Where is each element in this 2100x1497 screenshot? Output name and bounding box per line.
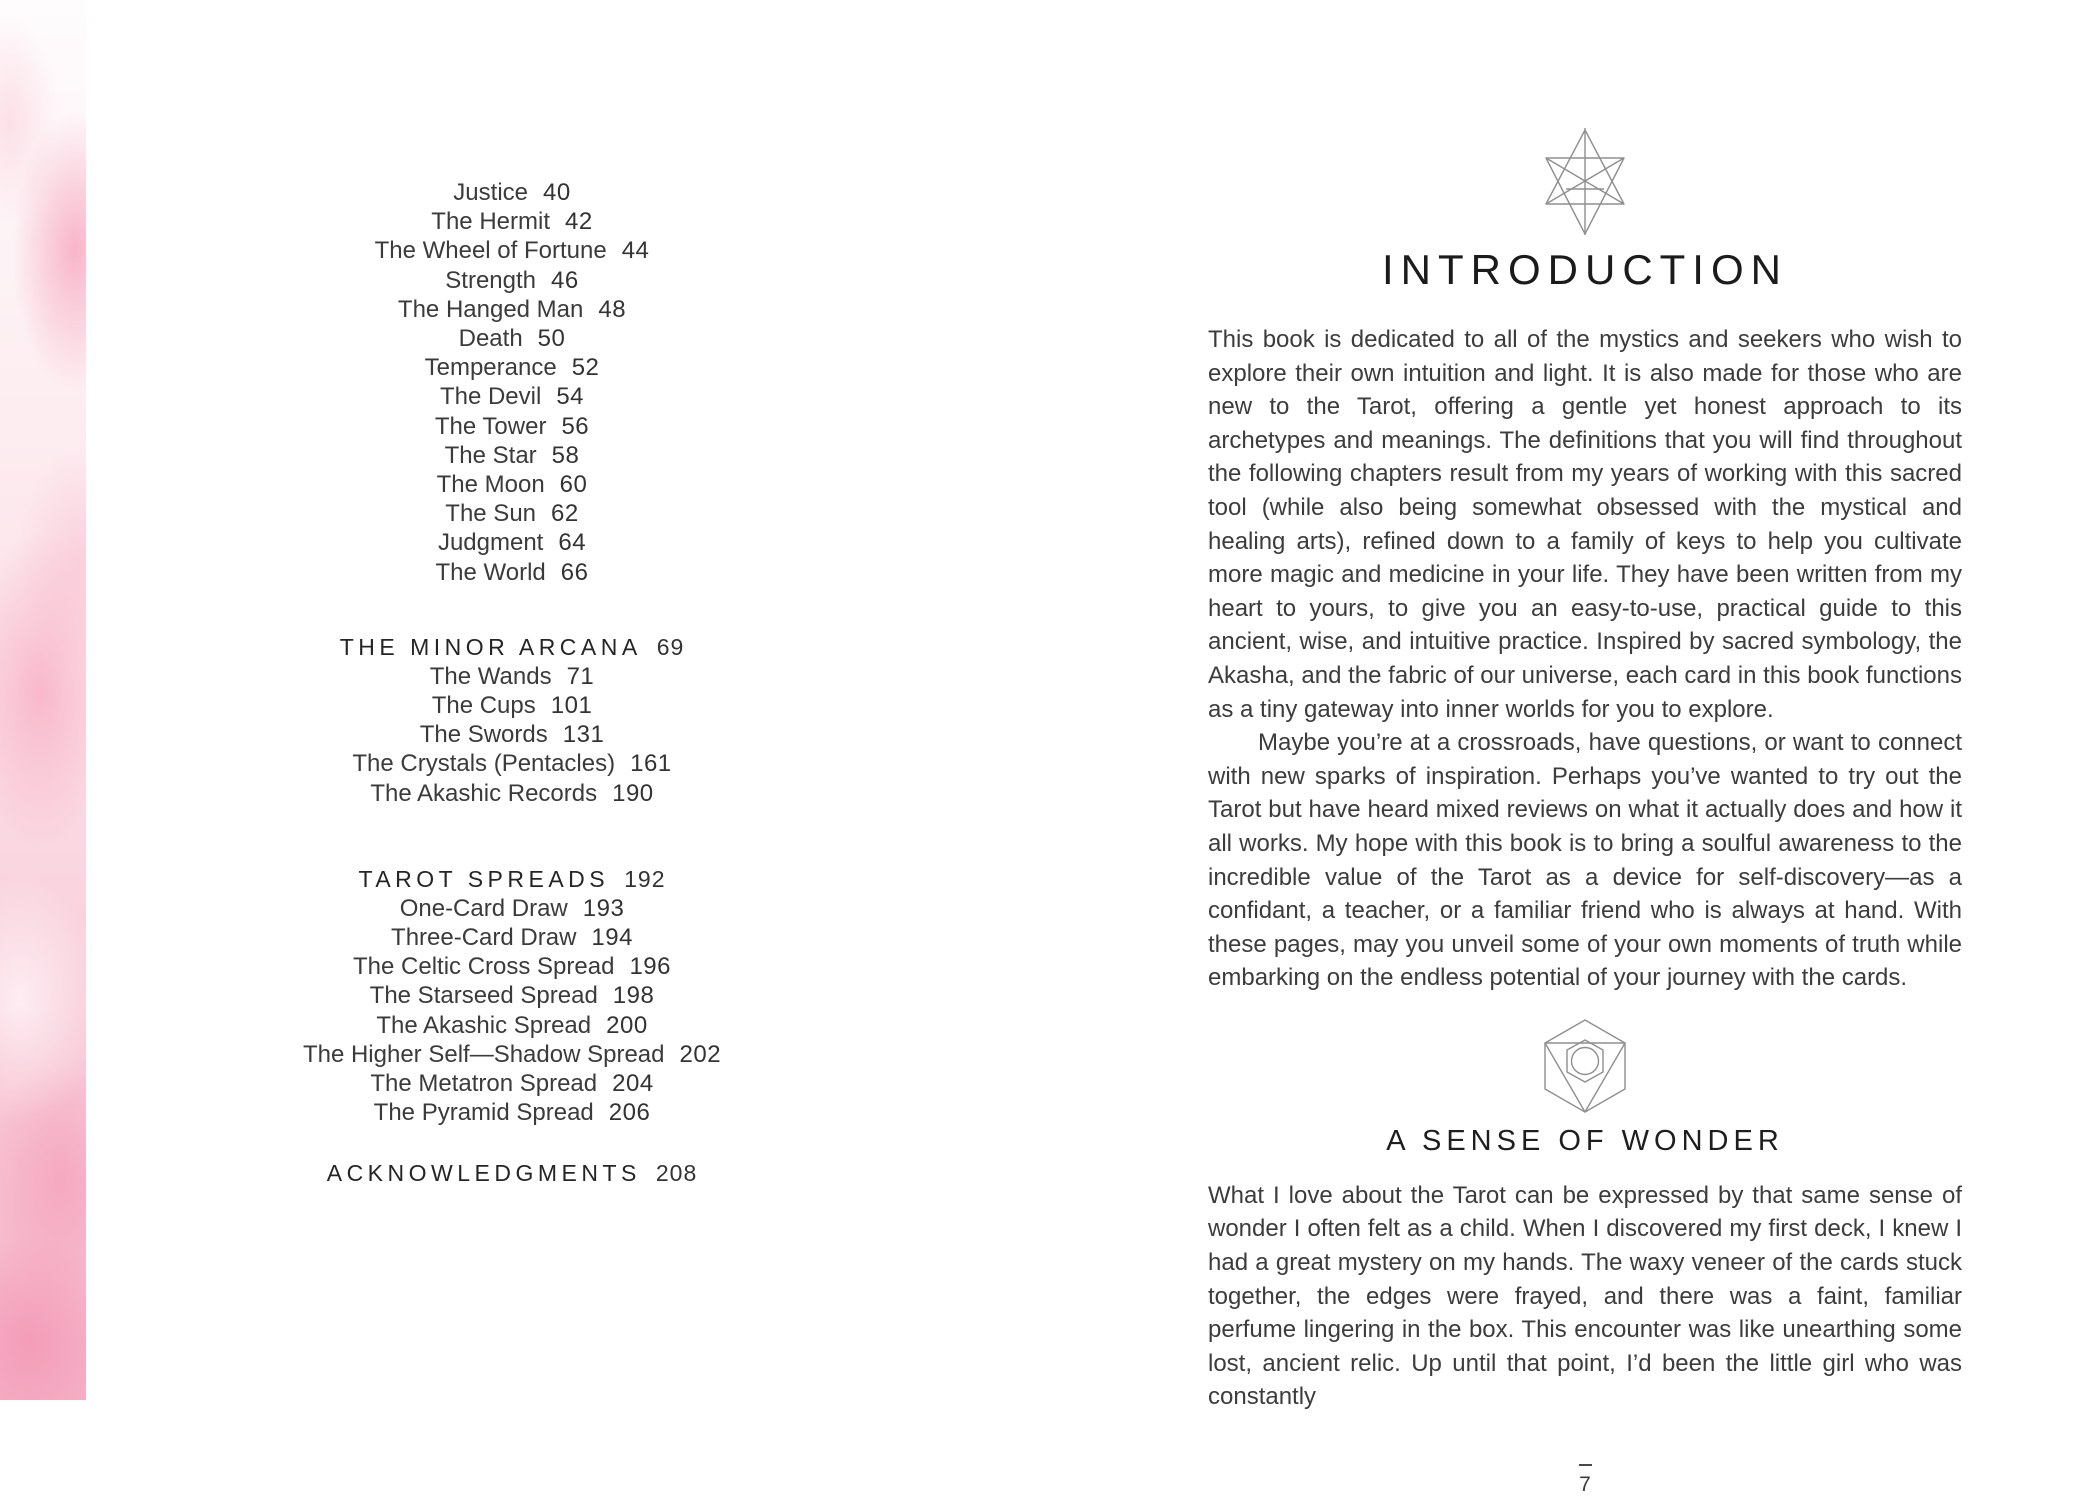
toc-entry <box>212 952 812 981</box>
toc-entry-page: 64 <box>558 529 587 557</box>
merkaba-star-icon <box>1208 127 1962 242</box>
toc-entry-page: 194 <box>591 924 633 952</box>
toc-entry-label: The Tower <box>434 412 547 440</box>
toc-entry <box>212 266 812 295</box>
toc-entry-label: The Swords <box>419 721 548 749</box>
toc-entry-page: 204 <box>612 1070 654 1098</box>
toc-heading-label: ACKNOWLEDGMENTS <box>326 1160 641 1187</box>
hexagon-geometry-icon <box>1208 1018 1962 1119</box>
toc-entry-page: 62 <box>551 500 579 528</box>
toc-entry-page: 101 <box>550 692 593 720</box>
toc-entry <box>212 236 812 265</box>
toc-entry-label: Temperance <box>424 354 557 382</box>
toc-entry <box>212 923 812 952</box>
toc-entry-label: The Higher Self—Shadow Spread <box>302 1040 665 1068</box>
toc-entry-page: 40 <box>543 179 571 206</box>
toc-major-arcana-group <box>212 178 812 587</box>
toc-entry <box>212 178 812 207</box>
toc-entry-page: 46 <box>551 266 579 294</box>
toc-entry <box>212 353 812 382</box>
toc-entry-page: 56 <box>561 412 590 440</box>
toc-heading-label: TAROT SPREADS <box>358 865 610 892</box>
toc-entry-label: The World <box>435 558 546 586</box>
toc-entry-label: The Pyramid Spread <box>373 1099 594 1127</box>
toc-entry-page: 48 <box>598 295 627 323</box>
toc-spreads-group <box>212 864 812 1128</box>
toc-acknowledgments <box>212 1158 812 1188</box>
toc-section-heading <box>212 864 812 894</box>
toc-entry <box>212 779 812 808</box>
toc-entry-label: The Hanged Man <box>397 295 584 323</box>
toc-entry <box>212 558 812 587</box>
toc-entry-page: 200 <box>606 1011 648 1039</box>
intro-paragraph-2: Maybe you’re at a crossroads, have questions, or want to connect with new sparks of inspiration. Perhaps you’ve wanted to try out the Tarot but have heard mixed reviews on what it actually does and how it all works. My hope with this book is to bring a soulful awareness to the incredible value of the Tarot as a device for self-discovery—as a confidant, a teacher, or a familiar friend who is always at hand. With these pages, may you unveil some of your own moments of truth while embarking on the endless potential of your journey with the cards. <box>1208 729 1962 992</box>
intro-paragraph-1: This book is dedicated to all of the mystics and seekers who wish to explore their own intuition and light. It is also made for those who are new to the Tarot, offering a gentle yet honest approach to its archetypes and meanings. The definitions that you will find throughout the following chapters result from my years of working with this sacred tool (while also being somewhat obsessed with the mystical and healing arts), refined down to a family of keys to help you cultivate more magic and medicine in your life. They have been written from my heart to yours, to give you an easy-to-use, practical guide to this ancient, wise, and intuitive practice. Inspired by sacred symbology, the Akasha, and the fabric of our universe, each card in this book functions as a tiny gateway into inner worlds for you to explore. <box>1208 326 1962 723</box>
toc-entry-page: 161 <box>630 750 672 778</box>
toc-entry-label: The Moon <box>436 471 545 499</box>
toc-section-heading <box>212 632 812 662</box>
toc-entry-label: Justice <box>453 179 528 206</box>
toc-entry-page: 196 <box>629 953 671 981</box>
toc-entry-label: The Akashic Spread <box>376 1011 592 1039</box>
toc-entry-page: 193 <box>582 894 625 922</box>
toc-heading-page: 69 <box>656 633 685 660</box>
toc-entry-page: 190 <box>612 779 654 807</box>
toc-entry-label: One-Card Draw <box>399 894 568 922</box>
toc-entry-label: The Akashic Records <box>370 779 598 807</box>
toc-heading-page: 192 <box>624 865 666 892</box>
toc-entry-page: 66 <box>560 558 589 586</box>
toc-entry-page: 54 <box>556 383 585 411</box>
toc-minor-arcana-group <box>212 632 812 808</box>
toc-entry-label: The Wands <box>429 662 552 690</box>
toc-entry <box>212 720 812 749</box>
toc-entry <box>212 691 812 720</box>
wonder-paragraph: What I love about the Tarot can be expressed by that same sense of wonder I often felt as a child. When I discovered my first deck, I knew I had a great mystery on my hands. The waxy veneer of the cards stuck together, the edges were frayed, and there was a faint, familiar perfume lingering in the box. This encounter was like unearthing some lost, ancient relic. Up until that point, I’d been the little girl who was constantly <box>1208 1181 1962 1411</box>
toc-entry <box>212 441 812 470</box>
toc-entry-label: The Wheel of Fortune <box>374 237 607 265</box>
toc-entry-label: The Hermit <box>431 208 550 236</box>
toc-entry-label: The Cups <box>431 692 536 720</box>
toc-entry <box>212 382 812 411</box>
table-of-contents <box>212 178 812 1188</box>
page-number-rule <box>1579 1464 1592 1466</box>
introduction-page <box>1208 0 1962 1497</box>
toc-entry-label: Strength <box>445 266 537 294</box>
toc-entry <box>212 528 812 557</box>
toc-entry-page: 60 <box>559 471 588 499</box>
toc-entry-label: The Celtic Cross Spread <box>353 953 615 981</box>
page-number: 7 <box>1579 1473 1591 1497</box>
toc-entry-page: 198 <box>612 982 655 1010</box>
toc-entry-label: The Starseed Spread <box>369 982 598 1010</box>
toc-entry <box>212 1040 812 1069</box>
toc-entry-label: The Star <box>444 441 537 469</box>
toc-entry <box>212 1069 812 1098</box>
toc-entry <box>212 412 812 441</box>
toc-entry-page: 44 <box>621 237 650 265</box>
toc-entry-page: 202 <box>679 1040 722 1068</box>
page-footer <box>1208 1464 1962 1497</box>
toc-entry <box>212 981 812 1010</box>
toc-entry <box>212 1098 812 1127</box>
toc-entry-label: The Metatron Spread <box>370 1070 598 1098</box>
toc-entry-page: 42 <box>564 208 593 236</box>
toc-entry-page: 71 <box>566 662 595 690</box>
toc-entry-page: 131 <box>562 721 605 749</box>
toc-entry <box>212 470 812 499</box>
toc-entry <box>212 662 812 691</box>
toc-entry-label: The Sun <box>445 500 537 528</box>
toc-entry-label: Judgment <box>437 529 544 557</box>
toc-entry <box>212 295 812 324</box>
toc-entry-label: Death <box>458 325 523 353</box>
toc-entry <box>212 324 812 353</box>
toc-entry-label: Three-Card Draw <box>391 924 577 952</box>
toc-entry <box>212 749 812 778</box>
toc-entry-page: 50 <box>537 325 566 353</box>
toc-entry-label: The Devil <box>439 383 542 411</box>
toc-entry <box>212 499 812 528</box>
section-heading: A SENSE OF WONDER <box>1386 1124 1784 1157</box>
toc-entry-page: 58 <box>551 441 580 469</box>
toc-heading-page: 208 <box>655 1160 698 1187</box>
toc-entry <box>212 1011 812 1040</box>
toc-entry-page: 206 <box>608 1099 651 1127</box>
page-title: INTRODUCTION <box>1382 246 1788 293</box>
toc-heading-label: THE MINOR ARCANA <box>339 633 642 660</box>
toc-entry-label: The Crystals (Pentacles) <box>352 750 616 778</box>
watercolor-edge-art <box>0 0 86 1400</box>
toc-entry <box>212 894 812 923</box>
toc-entry-page: 52 <box>571 354 600 382</box>
toc-entry <box>212 207 812 236</box>
